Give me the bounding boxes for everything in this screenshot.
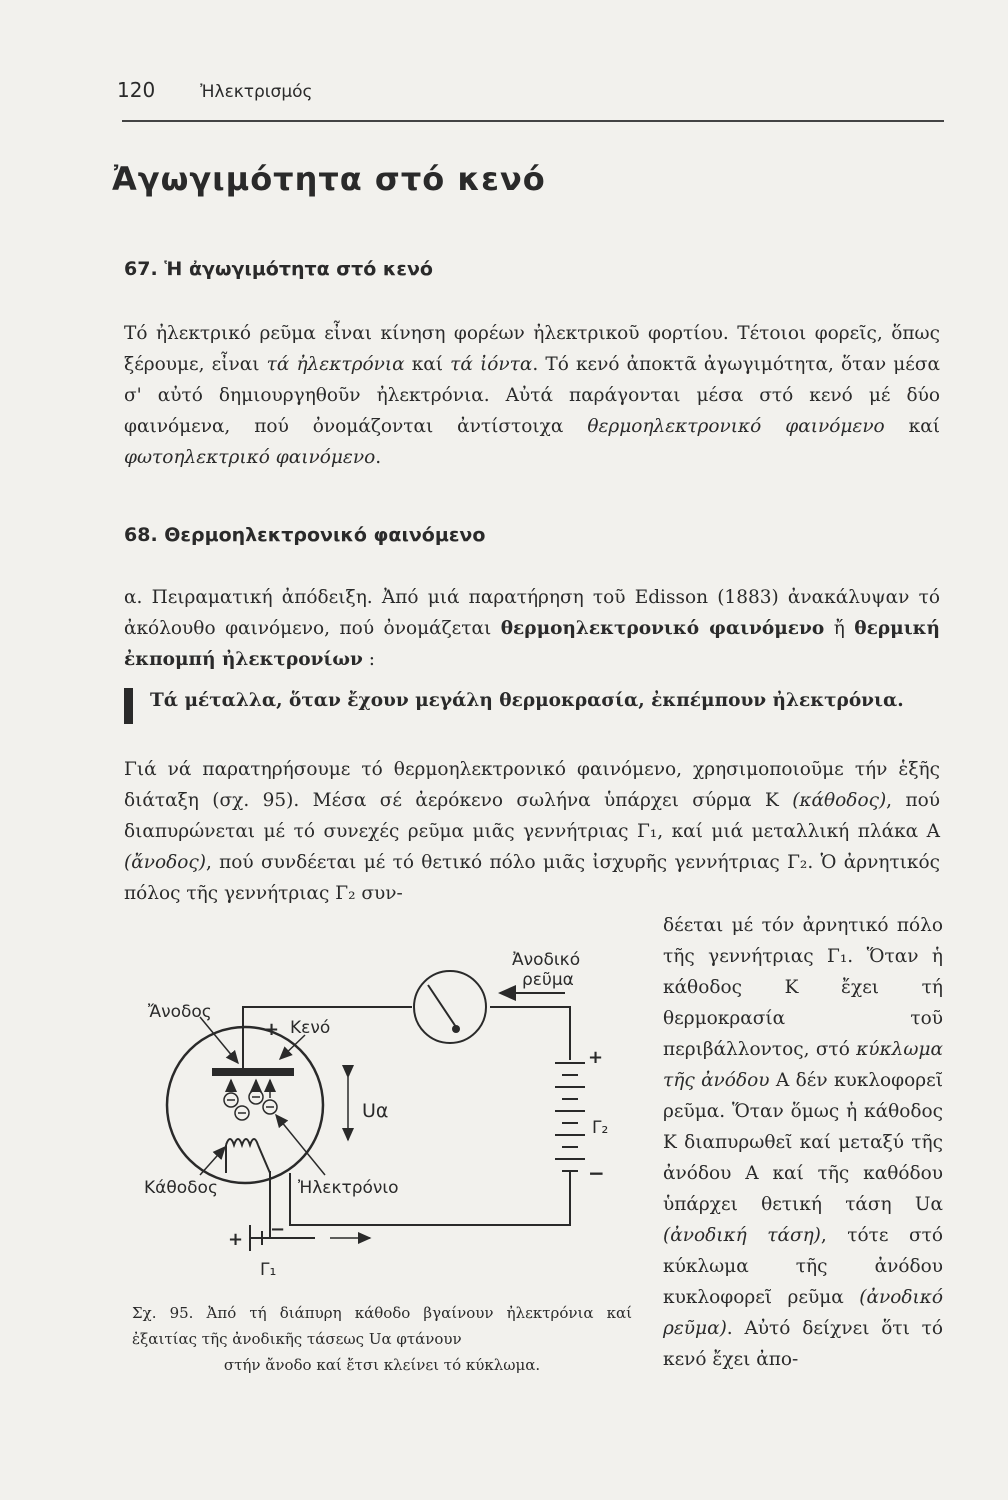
para3-text-1: Γιά νά παρατηρήσουμε τό θερμοηλεκτρονικό φαινόμενο, χρησιμοποιοῦμε τήν ἑξῆς διάταξη (σχ. 95). Μέσα σέ ἀερόκενο σωλήνα ὑπάρχει σύρμα Κ xyxy=(124,759,940,811)
label-anodic-current: Ἀνοδικό xyxy=(512,950,581,970)
figure-95-diagram xyxy=(130,935,650,1295)
right-column-text xyxy=(663,910,943,1375)
cathode-filament xyxy=(226,1139,258,1145)
para2-text-3: : xyxy=(362,649,375,670)
section-68-heading: 68. Θερμοηλεκτρονικό φαινόμενο xyxy=(124,524,486,546)
highlight-bar xyxy=(124,688,133,724)
label-electron: Ἠλεκτρόνιο xyxy=(298,1178,399,1198)
chapter-title: Ἀγωγιμότητα στό κενό xyxy=(112,160,546,198)
para1-text-1: Τό ἠλεκτρικό ρεῦμα εἶναι κίνηση φορέων ἠλεκτρικοῦ φορτίου. Τέτοιοι φορεῖς, ὅπως ξέρουμε, εἶναι xyxy=(124,323,940,375)
label-plus-g2: + xyxy=(588,1047,604,1068)
label-minus-g1: − xyxy=(270,1219,286,1240)
vacuum-tube-icon xyxy=(167,1027,323,1183)
para1-term-photoelectric: φωτοηλεκτρικό φαινόμενο xyxy=(124,447,376,468)
figure-caption xyxy=(132,1300,632,1378)
rightcol-text-4: . Αὐτό δείχνει ὅτι τό κενό ἔχει ἀπο- xyxy=(663,1318,943,1370)
para3-term-anode: (ἄνοδος) xyxy=(124,852,206,873)
para1-text-3: . Τό κενό ἀποκτᾶ ἀγωγιμότητα, ὅταν μέσα σ' αὐτό δημιουργηθοῦν ἠλεκτρόνια. Αὐτά παράγονται μέσα στό κενό μέ δύο φαινόμενα, πού ὀνομάζονται ἀντίστοιχα xyxy=(124,354,940,437)
rightcol-text-2: Α δέν κυκλοφορεῖ ρεῦμα. Ὅταν ὅμως ἡ κάθοδος Κ διαπυρωθεῖ καί μεταξύ τῆς ἀνόδου Α καί τῆς καθόδου ὑπάρχει θετική τάση Uα xyxy=(663,1070,943,1215)
paragraph-2 xyxy=(124,582,940,675)
rightcol-term-anode-voltage: (ἀνοδική τάση) xyxy=(663,1225,821,1246)
para1-text-4: καί xyxy=(884,416,940,437)
label-cathode: Κάθοδος xyxy=(144,1178,218,1198)
label-g2: Γ₂ xyxy=(592,1118,609,1138)
label-g1: Γ₁ xyxy=(260,1260,277,1280)
para2-text-1: α. Πειραματική ἀπόδειξη. Ἀπό μιά παρατήρηση τοῦ Edisson (1883) ἀνακάλυψαν τό ἀκόλουθο φαινόμενο, πού ὀνομάζεται xyxy=(124,587,940,639)
header-rule xyxy=(122,120,944,122)
para3-term-cathode: (κάθοδος) xyxy=(792,790,887,811)
para1-term-thermionic: θερμοηλεκτρονικό φαινόμενο xyxy=(587,416,885,437)
ammeter-icon xyxy=(414,971,486,1043)
label-anodic-current-2: ρεῦμα xyxy=(522,970,574,990)
running-title: Ἠλεκτρισμός xyxy=(200,82,313,102)
section-67-heading: 67. Ἡ ἀγωγιμότητα στό κενό xyxy=(124,258,433,280)
page-header xyxy=(117,78,313,102)
para1-text-2: καί xyxy=(404,354,451,375)
label-plus-g1: + xyxy=(228,1229,244,1250)
para3-text-2: , πού διαπυρώνεται μέ τό συνεχές ρεῦμα μιᾶς γεννήτριας Γ₁, καί μιά μεταλλική πλάκα Α xyxy=(124,790,941,842)
page-number: 120 xyxy=(117,78,156,102)
rightcol-term-anode-current: (ἀνοδικό ρεῦμα) xyxy=(663,1287,943,1339)
paragraph-3 xyxy=(124,754,940,909)
para3-text-3: , πού συνδέεται μέ τό θετικό πόλο μιᾶς ἰσχυρῆς γεννήτριας Γ₂. Ὁ ἀρνητικός πόλος τῆς γεννήτριας Γ₂ συν- xyxy=(124,852,940,904)
rightcol-text-1: δέεται μέ τόν ἀρνητικό πόλο τῆς γεννήτριας Γ₁. Ὅταν ἡ κάθοδος Κ ἔχει τή θερμοκρασία τοῦ περιβάλλοντος, στό xyxy=(663,915,943,1060)
para1-term-electrons: τά ἠλεκτρόνια xyxy=(266,354,405,375)
label-anode: Ἄνοδος xyxy=(148,1002,212,1022)
paragraph-1 xyxy=(124,318,940,473)
para1-term-ions: τά ἰόντα xyxy=(450,354,533,375)
wire-top-right xyxy=(490,1007,570,1060)
para1-text-5: . xyxy=(375,447,382,468)
para2-term-emission: θερμική ἐκπομπή ἠλεκτρονίων xyxy=(124,618,940,670)
para2-term-thermionic: θερμοηλεκτρονικό φαινόμενο xyxy=(500,618,825,639)
label-plus-top: + xyxy=(264,1019,280,1040)
anode-plate xyxy=(212,1068,294,1076)
boxed-statement: Τά μέταλλα, ὅταν ἔχουν μεγάλη θερμοκρασία, ἐκπέμπουν ἠλεκτρόνια. xyxy=(150,690,904,711)
caption-line-1: Σχ. 95. Ἀπό τή διάπυρη κάθοδο βγαίνουν ἠλεκτρόνια καί ἐξαιτίας τῆς ἀνοδικῆς τάσεως Uα φτάνουν xyxy=(132,1304,632,1348)
para2-text-2: ἤ xyxy=(824,618,855,639)
label-ua: Uα xyxy=(362,1100,389,1122)
rightcol-term-anode-circuit: κύκλωμα τῆς ἀνόδου xyxy=(663,1039,943,1091)
label-minus-g2: − xyxy=(588,1161,605,1185)
rightcol-text-3: , τότε στό κύκλωμα τῆς ἀνόδου κυκλοφορεῖ ρεῦμα xyxy=(663,1225,943,1308)
caption-line-2: στήν ἄνοδο καί ἔτσι κλείνει τό κύκλωμα. xyxy=(223,1356,541,1374)
label-vacuum: Κενό xyxy=(290,1018,331,1038)
